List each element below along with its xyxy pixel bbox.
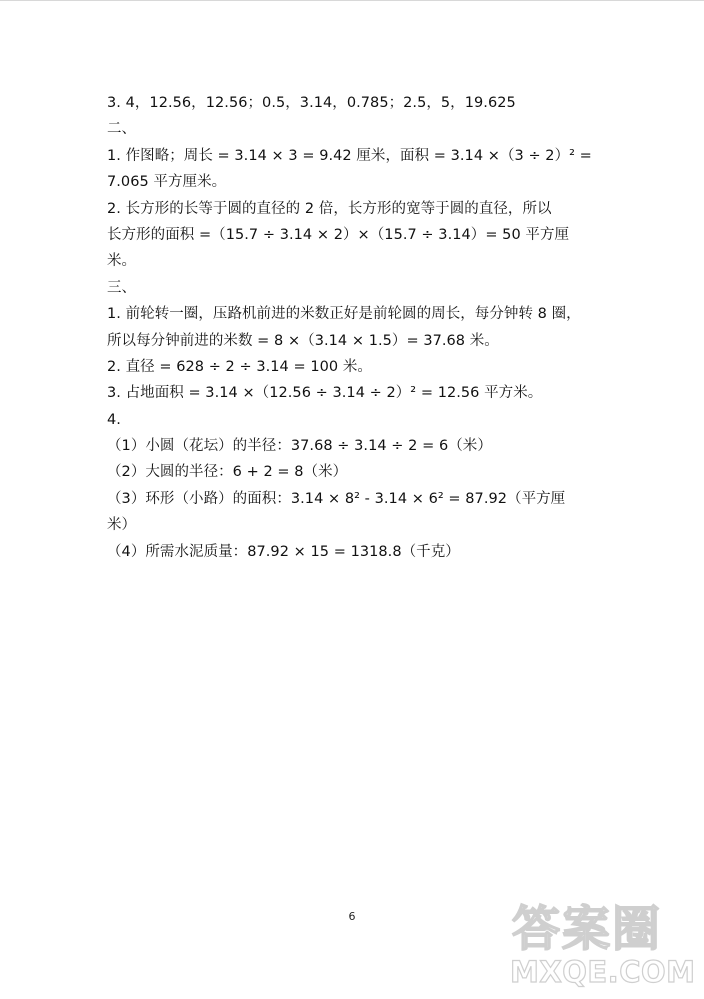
- answer-line-4: 7.065 平方厘米。: [107, 174, 227, 191]
- section-heading-2: 二、: [107, 121, 137, 138]
- watermark-url: MXQE.COM: [510, 955, 696, 989]
- document-body: [107, 90, 617, 565]
- answer-line-17: 米）: [107, 517, 137, 534]
- answer-line-10: 所以每分钟前进的米数 = 8 ×（3.14 × 1.5）= 37.68 米。: [107, 332, 499, 349]
- answer-line-15: （2）大圆的半径：6 + 2 = 8（米）: [107, 464, 348, 481]
- answer-line-1: 3. 4，12.56，12.56；0.5，3.14，0.785；2.5，5，19.625: [107, 95, 516, 111]
- watermark-text: 答案圈: [512, 901, 663, 957]
- answer-line-9: 1. 前轮转一圈，压路机前进的米数正好是前轮圆的周长，每分钟转 8 圈，: [107, 306, 581, 323]
- answer-line-5: 2. 长方形的长等于圆的直径的 2 倍，长方形的宽等于圆的直径，所以: [107, 200, 552, 217]
- answer-line-7: 米。: [107, 253, 137, 270]
- answer-line-12: 3. 占地面积 = 3.14 ×（12.56 ÷ 3.14 ÷ 2）² = 12.56 平方米。: [107, 385, 543, 402]
- top-border: [0, 0, 704, 1]
- answer-line-14: （1）小圆（花坛）的半径：37.68 ÷ 3.14 ÷ 2 = 6（米）: [107, 438, 492, 455]
- answer-line-16: （3）环形（小路）的面积：3.14 × 8² - 3.14 × 6² = 87.92（平方厘: [107, 490, 566, 507]
- answer-line-6: 长方形的面积 =（15.7 ÷ 3.14 × 2）×（15.7 ÷ 3.14）= 50 平方厘: [107, 226, 570, 243]
- answer-line-11: 2. 直径 = 628 ÷ 2 ÷ 3.14 = 100 米。: [107, 358, 372, 375]
- answer-line-18: （4）所需水泥质量：87.92 × 15 = 1318.8（千克）: [107, 543, 460, 560]
- answer-line-13: 4.: [107, 411, 121, 428]
- page-number: 6: [348, 910, 356, 923]
- answer-line-3: 1. 作图略；周长 = 3.14 × 3 = 9.42 厘米，面积 = 3.14 ×（3 ÷ 2）² =: [107, 147, 592, 164]
- watermark-logo: [510, 901, 694, 993]
- section-heading-3: 三、: [107, 279, 137, 296]
